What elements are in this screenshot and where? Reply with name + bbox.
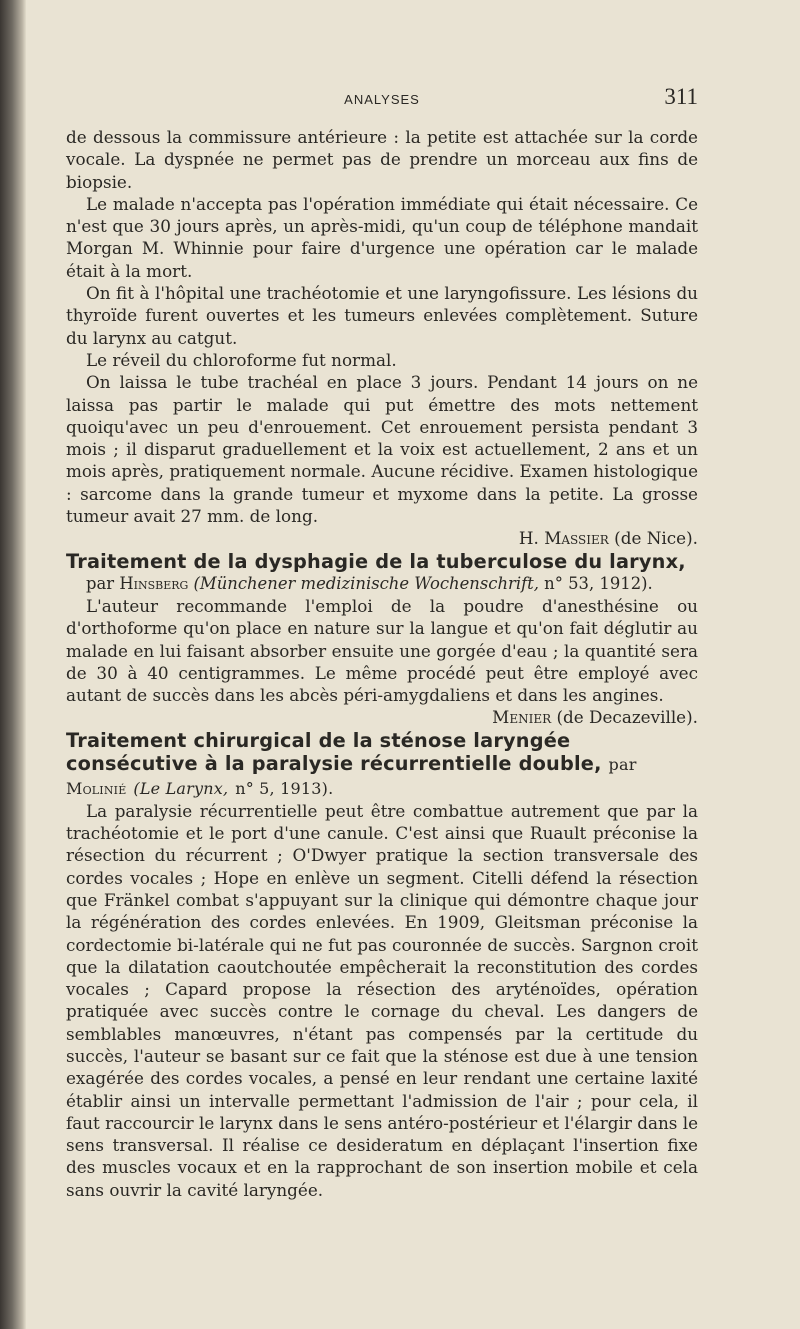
article2-title: Traitement de la dysphagie de la tuberculose du larynx, <box>66 549 686 573</box>
book-page <box>66 84 698 1201</box>
citation-reference: n° 53, 1912). <box>544 573 653 593</box>
page-header <box>66 84 698 114</box>
book-binding-shadow <box>0 0 26 1329</box>
citation-reference: n° 5, 1913). <box>235 778 334 798</box>
article3-title-text: Traitement chirurgical de la sténose laryngée consécutive à la paralysie récurrentielle double, <box>66 728 602 775</box>
article1-paragraph-5: On laissa le tube trachéal en place 3 jours. Pendant 14 jours on ne laissa pas partir le malade qui put émettre des mots nettement quoiqu'avec un peu d'enrouement. Cet enrouement persista pendant 3 mois ; il disparut graduellement et la voix est actuellement, 2 ans et un mois après, pratiquement normale. Aucune récidive. Examen histologique : sarcome dans la grande tumeur et myxome dans la petite. La grosse tumeur avait 27 mm. de long. <box>66 372 698 527</box>
article1-paragraph-4: Le réveil du chloroforme fut normal. <box>86 349 397 370</box>
citation-par: par <box>86 573 115 593</box>
signature-initial: H. <box>518 528 539 549</box>
article2-citation <box>66 573 698 595</box>
article3-body: La paralysie récurrentielle peut être combattue autrement que par la trachéotomie et le port d'une canule. C'est ainsi que Ruault préconise la résection du récurrent ; O'Dwyer pratique la section transversale des cordes vocales ; Hope en enlève un segment. Citelli défend la résection que Fränkel combat s'appuyant sur la clinique qui démontre chaque jour la régénération des cordes enlevées. En 1909, Gleitsman préconise la cordectomie bi-latérale qui ne fut pas couronnée de succès. Sargnon croit que la dilatation caoutchoutée empêcherait la reconstitution des cordes vocales ; Capard propose la résection des aryténoïdes, opération pratiquée avec succès contre le cornage du cheval. Les dangers de semblables manœuvres, n'étant pas compensés par la certitude du succès, l'auteur se basant sur ce fait que la sténose est due à une tension exagérée des cordes vocales, a pensé en leur rendant une certaine laxité établir ainsi un intervalle permettant l'admission de l'air ; pour cela, il faut raccourcir le larynx dans le sens antéro-postérieur et l'élargir dans le sens transversal. Il réalise ce desideratum en déplaçant l'insertion fixe des muscles vocaux et en la rapprochant de son insertion mobile et cela sans ouvrir la cavité laryngée. <box>66 800 699 1200</box>
citation-journal: (Münchener medizinische Wochenschrift, <box>193 573 539 593</box>
citation-journal: (Le Larynx, <box>133 778 229 798</box>
article3-title <box>66 729 698 800</box>
citation-author: Hinsberg <box>119 573 189 593</box>
article2-signature <box>66 706 698 728</box>
signature-author: Massier <box>544 528 609 549</box>
running-head: ANALYSES <box>344 92 420 107</box>
article1-signature <box>66 527 698 549</box>
citation-par: par <box>608 754 637 774</box>
article2-body: L'auteur recommande l'emploi de la poudre d'anesthésine ou d'orthoforme qu'on place en nature sur la langue et qu'on fait déglutir au malade en lui faisant absorber ensuite une gorgée d'eau ; la quantité sera de 30 à 40 centigrammes. Le même procédé peut être employé avec autant de succès dans les abcès péri-amygdaliens et dans les angines. <box>66 595 698 706</box>
article1-paragraph-2: Le malade n'accepta pas l'opération immédiate qui était nécessaire. Ce n'est que 30 jours après, un après-midi, qu'un coup de téléphone mandait Morgan M. Whinnie pour faire d'urgence une opération car le malade était à la mort. <box>66 193 698 281</box>
signature-author: Menier <box>492 707 552 728</box>
page-body <box>66 126 698 1201</box>
signature-place: (de Decazeville). <box>556 707 698 728</box>
signature-place: (de Nice). <box>614 528 698 549</box>
page-number: 311 <box>664 84 698 109</box>
article1-paragraph-1: de dessous la commissure antérieure : la petite est attachée sur la corde vocale. La dyspnée ne permet pas de prendre un morceau aux fins de biopsie. <box>66 127 698 192</box>
citation-author: Molinié <box>66 778 127 798</box>
article1-paragraph-3: On fit à l'hôpital une trachéotomie et une laryngofissure. Les lésions du thyroïde furent ouvertes et les tumeurs enlevées complètement. Suture du larynx au catgut. <box>66 283 698 348</box>
